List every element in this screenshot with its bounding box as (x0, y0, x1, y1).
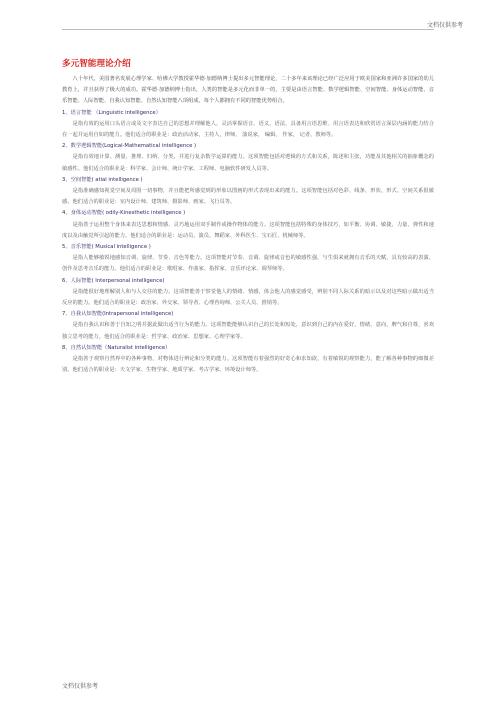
section-2-body: 是指有效地计算、测量、推理、归纳、分类，并进行复杂数学运算的能力。这项智能包括对逻辑的方式和关系，陈述和主张，功能及其他相关的抽象概念的敏感性。他们适合的职业是：科学家、会计师、统计学家、工程师、电脑软件研发人员等。 (62, 154, 434, 172)
section-7-body: 是指自我认识和善于自知之明并据此做出适当行为的能力。这项智能能够认识自己的长处和短处，意识到自己的内在爱好、情绪、意向、脾气和自尊，喜欢独立思考的能力。他们适合的职业是：哲学家、政治家、思想家、心理学家等。 (62, 322, 434, 340)
section-4-title: 4、身体运动智能( odily-Kinesthetic intelligence ) (62, 210, 186, 217)
section-5-body: 是指人能够敏锐地感知音调、旋律、节奏、音色等能力。这项智能对节奏、音调、旋律或音色的敏感性强，与生俱来就拥有音乐的天赋，具有较高的表演、创作及思考音乐的能力。他们适合的职业是：歌唱家、作曲家、指挥家、音乐评论家、调琴师等。 (62, 255, 434, 273)
section-6-body: 是指能很好地理解别人和与人交往的能力。这项智能善于察觉他人的情绪、情感，体会他人的感觉感受，辨别不同人际关系的暗示以及对这些暗示做出适当反应的能力。他们适合的职业是：政治家、外交家、领导者、心理咨询师、公关人员、推销等。 (62, 288, 434, 307)
section-8-title: 8、自然认知智能（Naturalist intelligence） (62, 344, 171, 351)
section-2-title: 2、数学逻辑智能(Logical-Mathematical intelligence ) (62, 143, 197, 150)
section-5-title: 5、音乐智能( Musical intelligence ) (62, 244, 151, 251)
document-title: 多元智能理论介绍 (62, 59, 131, 69)
header-note: 文档仅供参考 (426, 22, 463, 29)
section-3-title: 3、空间智能( atial intelligence ) (62, 176, 143, 183)
section-8-body: 是指善于观察自然界中的各种事物，对物体进行辨论和分类的能力。这项智能有着强烈的好奇心和求知欲，有着敏锐的观察能力，能了解各种事物的细微差别。他们适合的职业是：天文学家、生物学家、地质学家、考古学家、环境设计师等。 (62, 356, 434, 374)
section-3-body: 是指准确感知视觉空间及周围一切事物，并且能把所感觉到的形象以图画的形式表现出来的能力。这项智能包括对色彩、线条、形状、形式、空间关系很敏感。他们适合的职业是：室内设计师、建筑师、摄影师、画家、飞行员等。 (62, 188, 434, 206)
section-1-body: 是指有效的运用口头语言或及文字表达自己的思想并理解他人，灵活掌握语音、语义、语法，具备用言语思维、用言语表达和欣赏语言深层内涵的能力结合在一起并运用自如的能力。他们适合的职业是：政治活动家，主持人，律师， 演说家， 编辑， 作家， 记者，教师等。 (62, 120, 434, 139)
section-6-title: 6、人际智能( Interpersonal intelligence) (62, 277, 165, 284)
intro-paragraph: 八十年代，美国著名发展心理学家、哈佛大学教授霍华德·加德纳博士提出多元智能理论，二十多年来该理论已经广泛应用于欧美国家和亚洲许多国家的幼儿教育上，并且获得了极大的成功。霍华德·加德纳博士指出，人类的智能是多元化而非单一的，主要是由语言智能、数学逻辑智能、空间智能、身体运动智能、音乐智能、人际智能、自我认知智能、自然认知智能八项组成，每个人都拥有不同的智能优势组合。 (62, 76, 434, 105)
header-divider (62, 29, 434, 30)
document-body (62, 74, 434, 376)
section-4-body: 是指善于运用整个身体来表达思想和情感、灵巧地运用双手制作或操作物体的能力。这项智能包括特殊的身体技巧，如平衡、协调、敏捷、力量、弹性和速度以及由触觉所引起的能力。他们适合的职业是：运动员、演员、舞蹈家、外科医生、宝石匠、机械师等。 (62, 221, 434, 239)
section-7-title: 7、自我认知智能(Intrapersonal intelligence) (62, 311, 174, 318)
footer-note: 文档仅供参考 (62, 683, 99, 690)
section-1-title: 1、语言智能 （Linguistic intelligence） (62, 109, 161, 116)
